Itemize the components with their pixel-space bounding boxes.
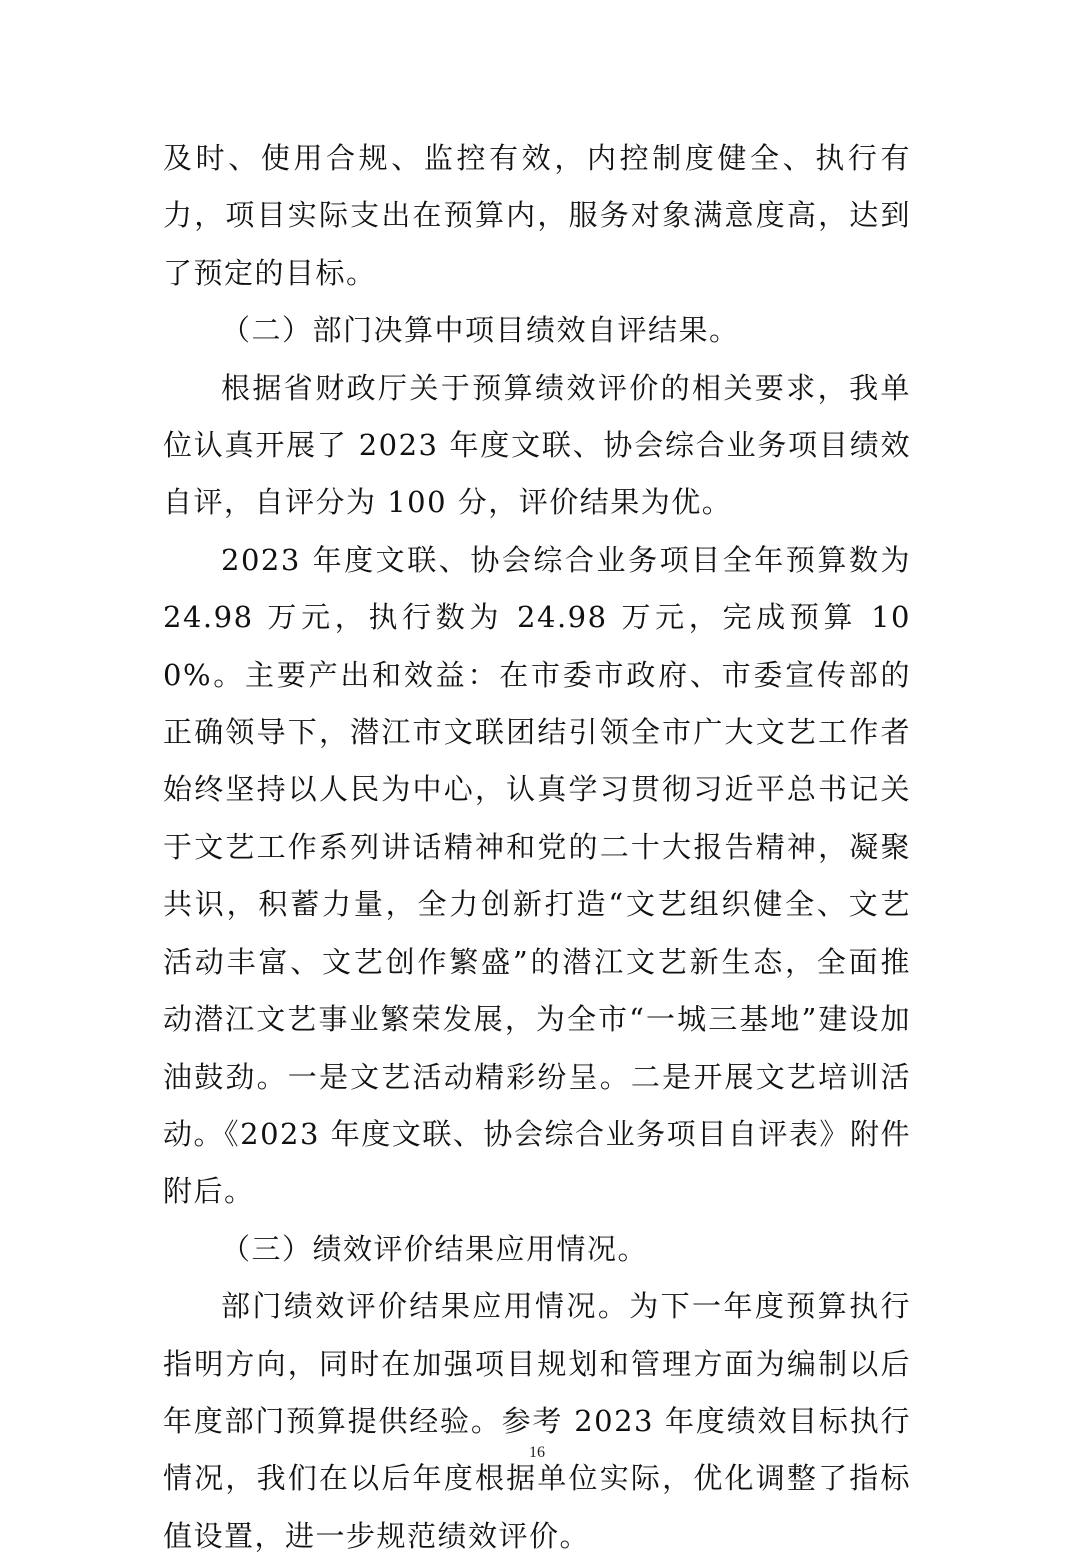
section-heading-2: （二）部门决算中项目绩效自评结果。 [221,313,740,348]
page-number: 16 [529,1444,545,1461]
section-heading-3: （三）绩效评价结果应用情况。 [221,1231,649,1266]
document-body [163,130,911,1565]
paragraph-self-evaluation: 根据省财政厅关于预算绩效评价的相关要求，我单位认真开展了 2023 年度文联、协会综合业务项目绩效自评，自评分为 100 分，评价结果为优。 [163,370,911,520]
paragraph-continuation: 及时、使用合规、监控有效，内控制度健全、执行有力，项目实际支出在预算内，服务对象满意度高，达到了预定的目标。 [163,141,911,290]
paragraph-result-application: 部门绩效评价结果应用情况。为下一年度预算执行指明方向，同时在加强项目规划和管理方面为编制以后年度部门预算提供经验。参考 2023 年度绩效目标执行情况，我们在以后年度根据单位实际，优化调整了指标值设置，进一步规范绩效评价。 [163,1289,911,1553]
paragraph-budget-output: 2023 年度文联、协会综合业务项目全年预算数为 24.98 万元，执行数为 24.98 万元，完成预算 100%。主要产出和效益：在市委市政府、市委宣传部的正确领导下，潜江市文联团结引领全市广大文艺工作者始终坚持以人民为中心，认真学习贯彻习近平总书记关于文艺工作系列讲话精神和党的二十大报告精神，凝聚共识，积蓄力量，全力创新打造“文艺组织健全、文艺活动丰富、文艺创作繁盛”的潜江文艺新生态，全面推动潜江文艺事业繁荣发展，为全市“一城三基地”建设加油鼓劲。一是文艺活动精彩纷呈。二是开展文艺培训活动。《2023 年度文联、协会综合业务项目自评表》附件附后。 [163,542,911,1209]
